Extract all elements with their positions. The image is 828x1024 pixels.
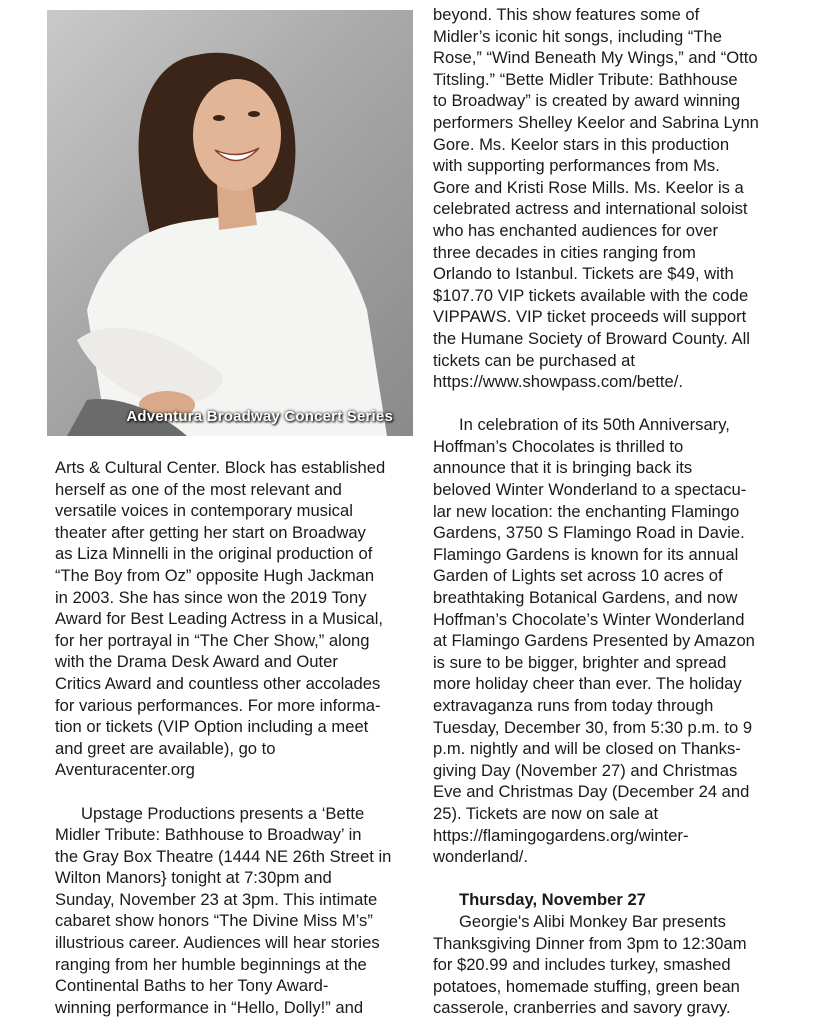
text-line: beyond. This show features some of bbox=[433, 5, 700, 24]
text-line: Thanksgiving Dinner from 3pm to 12:30am bbox=[433, 933, 747, 953]
text-line: for $20.99 and includes turkey, smashed bbox=[433, 955, 731, 975]
text-line: VIPPAWS. VIP ticket proceeds will support bbox=[433, 307, 747, 327]
text-line: p.m. nightly and will be closed on Thanks- bbox=[433, 739, 741, 759]
text-line: Critics Award and countless other accolades bbox=[55, 673, 381, 693]
text-line: herself as one of the most relevant and bbox=[55, 479, 342, 499]
text-line: Gore and Kristi Rose Mills. Ms. Keelor is a bbox=[433, 177, 744, 197]
left-column bbox=[55, 457, 415, 1018]
text-line: “The Boy from Oz” opposite Hugh Jackman bbox=[55, 565, 375, 585]
text-line: and greet are available), go to bbox=[55, 738, 276, 758]
text-line: theater after getting her start on Broadway bbox=[55, 522, 366, 542]
paragraph-block-bette bbox=[433, 4, 785, 393]
photo-caption: Adventura Broadway Concert Series bbox=[126, 408, 393, 425]
text-line: Georgie's Alibi Monkey Bar presents bbox=[459, 911, 726, 931]
text-line: tickets can be purchased at bbox=[433, 350, 636, 370]
text-line: at Flamingo Gardens Presented by Amazon bbox=[433, 631, 755, 651]
text-line: In celebration of its 50th Anniversary, bbox=[459, 415, 730, 435]
text-line: breathtaking Botanical Gardens, and now bbox=[433, 588, 738, 608]
text-line: 25). Tickets are now on sale at bbox=[433, 803, 659, 823]
text-line: cabaret show honors “The Divine Miss M’s” bbox=[55, 911, 373, 931]
text-line: Flamingo Gardens is known for its annual bbox=[433, 544, 739, 564]
text-line: Aventuracenter.org bbox=[55, 760, 195, 780]
flamingo-link[interactable]: https://flamingogardens.org/winter- bbox=[433, 825, 689, 845]
text-line: tion or tickets (VIP Option including a meet bbox=[55, 717, 369, 737]
text-line: $107.70 VIP tickets available with the code bbox=[433, 285, 749, 305]
text-line: announce that it is bringing back its bbox=[433, 458, 693, 478]
date-heading: Thursday, November 27 bbox=[459, 890, 646, 910]
text-line: beloved Winter Wonderland to a spectacu- bbox=[433, 480, 747, 500]
text-line: illustrious career. Audiences will hear stories bbox=[55, 933, 380, 953]
text-line: versatile voices in contemporary musical bbox=[55, 501, 353, 521]
text-line: with the Drama Desk Award and Outer bbox=[55, 652, 338, 672]
text-line: to Broadway” is created by award winning bbox=[433, 91, 741, 111]
portrait-illustration bbox=[47, 10, 413, 436]
text-line: ranging from her humble beginnings at the bbox=[55, 954, 367, 974]
text-line: for various performances. For more informa- bbox=[55, 695, 381, 715]
paragraph-block-hoffman bbox=[433, 414, 785, 867]
text-line: who has enchanted audiences for over bbox=[433, 220, 719, 240]
text-line: potatoes, homemade stuffing, green bean bbox=[433, 976, 740, 996]
flamingo-link-cont[interactable]: wonderland/. bbox=[433, 847, 529, 867]
text-line: Garden of Lights set across 10 acres of bbox=[433, 566, 723, 586]
text-line: casserole, cranberries and savory gravy. bbox=[433, 998, 731, 1018]
text-line: Hoffman’s Chocolates is thrilled to bbox=[433, 436, 684, 456]
text-line: Sunday, November 23 at 3pm. This intimate bbox=[55, 889, 378, 909]
text-line: Hoffman’s Chocolate’s Winter Wonderland bbox=[433, 609, 745, 629]
text-line: lar new location: the enchanting Flamingo bbox=[433, 501, 740, 521]
text-line: the Humane Society of Broward County. All bbox=[433, 328, 750, 348]
text-line: Upstage Productions presents a ‘Bette bbox=[81, 803, 365, 823]
paragraph-block-georgies bbox=[433, 911, 785, 1019]
text-line: Wilton Manors} tonight at 7:30pm and bbox=[55, 868, 332, 888]
text-line: Eve and Christmas Day (December 24 and bbox=[433, 782, 750, 802]
text-line: celebrated actress and international soloist bbox=[433, 199, 748, 219]
text-line: Rose,” “Wind Beneath My Wings,” and “Otto bbox=[433, 48, 758, 68]
text-line: as Liza Minnelli in the original production of bbox=[55, 544, 373, 564]
text-line: is sure to be bigger, brighter and spread bbox=[433, 652, 727, 672]
text-line: Arts & Cultural Center. Block has established bbox=[55, 458, 386, 477]
text-line: Gore. Ms. Keelor stars in this production bbox=[433, 134, 730, 154]
text-line: Midler’s iconic hit songs, including “The bbox=[433, 26, 722, 46]
right-column bbox=[433, 4, 785, 1019]
text-line: in 2003. She has since won the 2019 Tony bbox=[55, 587, 367, 607]
text-line: performers Shelley Keelor and Sabrina Lynn bbox=[433, 112, 759, 132]
showpass-link[interactable]: https://www.showpass.com/bette/. bbox=[433, 372, 683, 392]
text-line: more holiday cheer than ever. The holiday bbox=[433, 674, 742, 694]
text-line: Tuesday, December 30, from 5:30 p.m. to 9 bbox=[433, 717, 753, 737]
paragraph-block-arts bbox=[55, 457, 415, 781]
text-line: Orlando to Istanbul. Tickets are $49, with bbox=[433, 264, 734, 284]
text-line: with supporting performances from Ms. bbox=[433, 156, 720, 176]
text-line: the Gray Box Theatre (1444 NE 26th Street in bbox=[55, 846, 392, 866]
text-line: Midler Tribute: Bathhouse to Broadway’ in bbox=[55, 825, 362, 845]
text-line: three decades in cities ranging from bbox=[433, 242, 696, 262]
text-line: Titsling.” “Bette Midler Tribute: Bathhouse bbox=[433, 69, 738, 89]
text-line: Gardens, 3750 S Flamingo Road in Davie. bbox=[433, 523, 745, 543]
text-line: Award for Best Leading Actress in a Musical, bbox=[55, 609, 384, 629]
text-line: Continental Baths to her Tony Award- bbox=[55, 976, 329, 996]
text-line: for her portrayal in “The Cher Show,” along bbox=[55, 630, 370, 650]
paragraph-block-upstage bbox=[55, 803, 415, 1019]
text-line: winning performance in “Hello, Dolly!” and bbox=[55, 997, 364, 1017]
portrait-photo bbox=[47, 10, 413, 436]
text-line: extravaganza runs from today through bbox=[433, 696, 714, 715]
text-line: giving Day (November 27) and Christmas bbox=[433, 760, 738, 780]
